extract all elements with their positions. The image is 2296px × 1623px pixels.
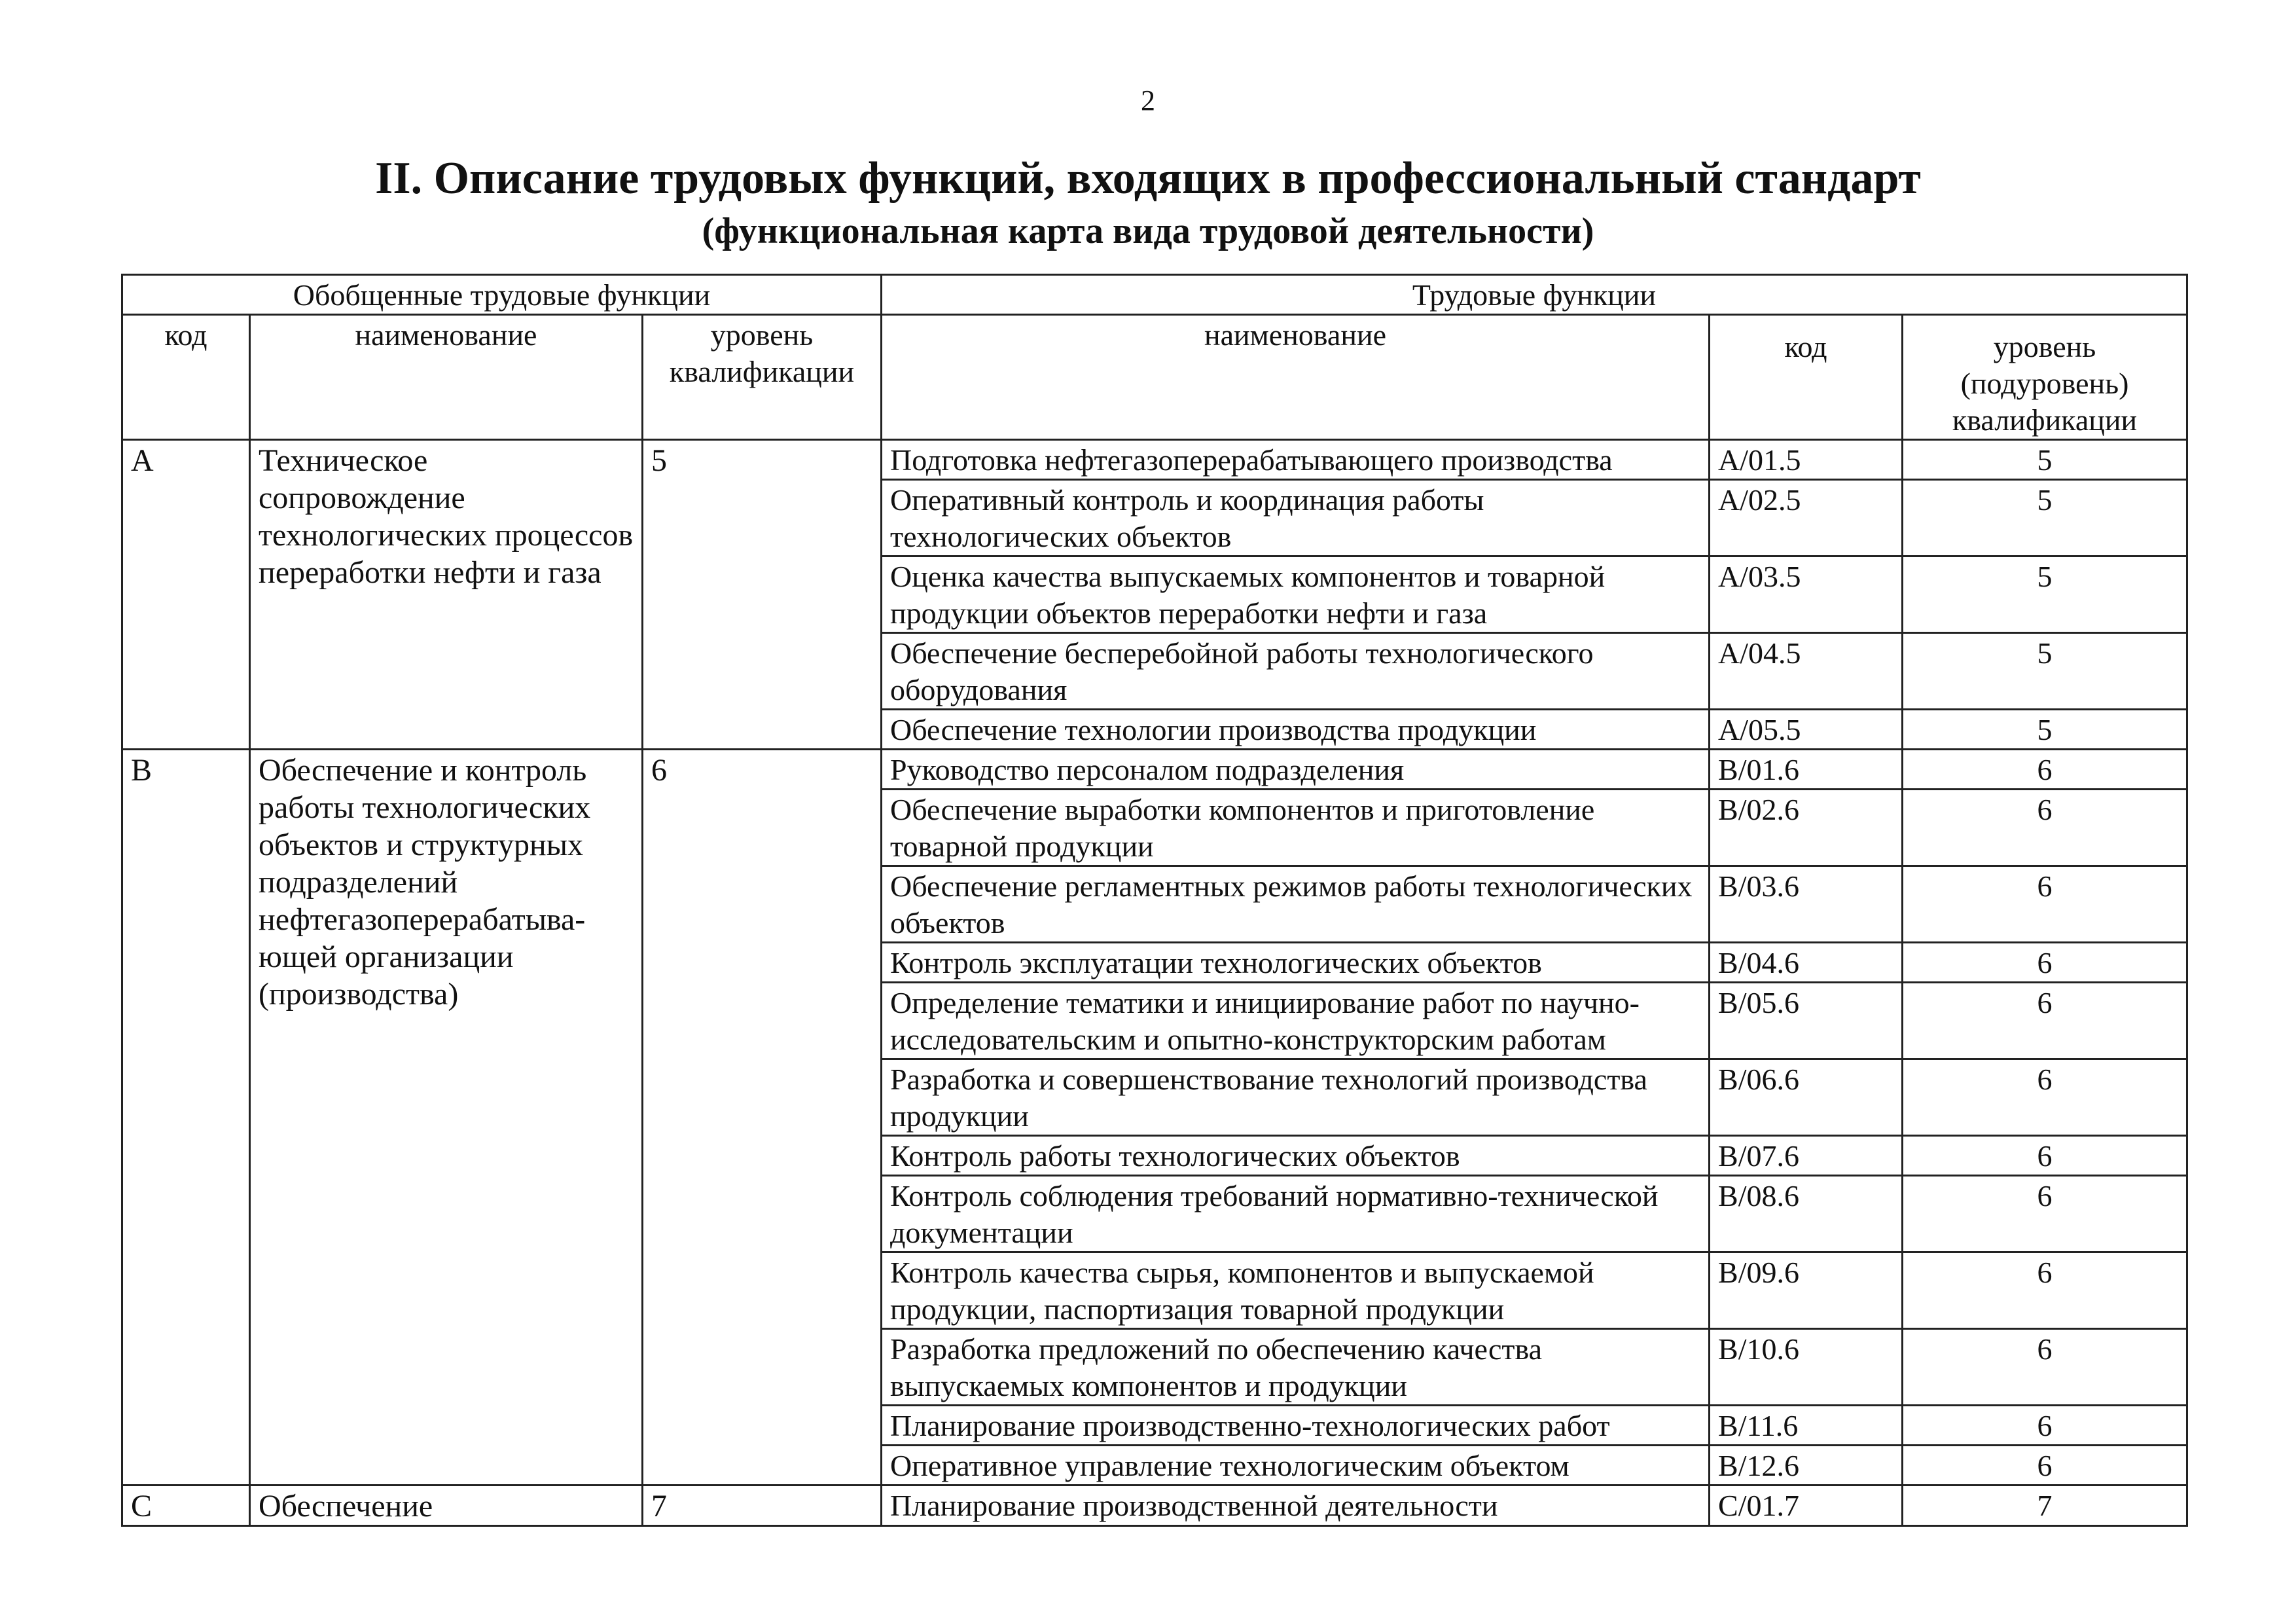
labor-function-code: B/05.6 xyxy=(1710,983,1903,1059)
labor-function-level: 6 xyxy=(1903,1136,2187,1176)
generalized-function-name: Техническое сопровождение технологических процессов переработки нефти и газа xyxy=(250,440,643,750)
generalized-function-level: 5 xyxy=(643,440,882,750)
labor-function-name: Обеспечение выработки компонентов и приготовление товарной продукции xyxy=(882,790,1710,866)
page-number: 2 xyxy=(1141,84,1155,117)
labor-function-code: B/06.6 xyxy=(1710,1059,1903,1136)
tf-code-header: код xyxy=(1710,315,1903,440)
labor-function-level: 6 xyxy=(1903,1059,2187,1136)
labor-function-level: 5 xyxy=(1903,556,2187,633)
generalized-function-code: B xyxy=(122,750,250,1486)
labor-function-level: 6 xyxy=(1903,1252,2187,1329)
labor-function-code: B/09.6 xyxy=(1710,1252,1903,1329)
labor-function-code: A/02.5 xyxy=(1710,480,1903,556)
labor-function-name: Оперативное управление технологическим объектом xyxy=(882,1446,1710,1486)
tf-name-header: наименование xyxy=(882,315,1710,440)
labor-function-name: Подготовка нефтегазоперерабатывающего производства xyxy=(882,440,1710,480)
labor-function-name: Обеспечение регламентных режимов работы технологических объектов xyxy=(882,866,1710,943)
labor-function-code: B/08.6 xyxy=(1710,1176,1903,1252)
labor-function-name: Контроль качества сырья, компонентов и выпускаемой продукции, паспортизация товарной продукции xyxy=(882,1252,1710,1329)
labor-function-code: B/04.6 xyxy=(1710,943,1903,983)
labor-function-name: Планирование производственно-технологических работ xyxy=(882,1406,1710,1446)
labor-function-code: A/01.5 xyxy=(1710,440,1903,480)
labor-function-level: 6 xyxy=(1903,1176,2187,1252)
generalized-function-code: C xyxy=(122,1486,250,1526)
section-subtitle: (функциональная карта вида трудовой деятельности) xyxy=(702,211,1594,251)
functional-map-table xyxy=(121,274,2188,1527)
gen-code-header: код xyxy=(122,315,250,440)
generalized-function-name: Обеспечение xyxy=(250,1486,643,1526)
table-row xyxy=(122,440,2187,480)
labor-function-name: Оценка качества выпускаемых компонентов и товарной продукции объектов переработки нефти и газа xyxy=(882,556,1710,633)
generalized-function-level: 6 xyxy=(643,750,882,1486)
table-row xyxy=(122,750,2187,790)
gen-level-header: уровень квалификации xyxy=(643,315,882,440)
functional-map-body xyxy=(122,440,2187,1526)
tf-level-header: уровень (подуровень) квалификации xyxy=(1903,315,2187,440)
labor-function-level: 6 xyxy=(1903,983,2187,1059)
labor-function-code: A/04.5 xyxy=(1710,633,1903,710)
labor-function-level: 6 xyxy=(1903,790,2187,866)
generalized-functions-header: Обобщенные трудовые функции xyxy=(122,275,882,315)
labor-function-name: Контроль эксплуатации технологических объектов xyxy=(882,943,1710,983)
labor-function-level: 6 xyxy=(1903,750,2187,790)
labor-function-level: 5 xyxy=(1903,480,2187,556)
labor-function-code: B/01.6 xyxy=(1710,750,1903,790)
generalized-function-code: A xyxy=(122,440,250,750)
labor-function-name: Контроль соблюдения требований нормативно-технической документации xyxy=(882,1176,1710,1252)
labor-function-level: 5 xyxy=(1903,440,2187,480)
labor-function-name: Руководство персоналом подразделения xyxy=(882,750,1710,790)
labor-function-name: Обеспечение бесперебойной работы технологического оборудования xyxy=(882,633,1710,710)
labor-function-name: Разработка предложений по обеспечению качества выпускаемых компонентов и продукции xyxy=(882,1329,1710,1406)
section-title: II. Описание трудовых функций, входящих в профессиональный стандарт xyxy=(375,153,1921,204)
labor-function-code: B/12.6 xyxy=(1710,1446,1903,1486)
labor-function-code: B/02.6 xyxy=(1710,790,1903,866)
generalized-function-level: 7 xyxy=(643,1486,882,1526)
labor-function-code: B/11.6 xyxy=(1710,1406,1903,1446)
labor-function-level: 5 xyxy=(1903,633,2187,710)
labor-function-level: 5 xyxy=(1903,710,2187,750)
labor-function-level: 7 xyxy=(1903,1486,2187,1526)
labor-function-code: B/10.6 xyxy=(1710,1329,1903,1406)
labor-function-code: C/01.7 xyxy=(1710,1486,1903,1526)
labor-function-code: B/03.6 xyxy=(1710,866,1903,943)
labor-function-name: Обеспечение технологии производства продукции xyxy=(882,710,1710,750)
labor-function-name: Контроль работы технологических объектов xyxy=(882,1136,1710,1176)
generalized-function-name: Обеспечение и контроль работы технологических объектов и структурных подразделений нефтегазоперерабатыва-ющей организации (производства) xyxy=(250,750,643,1486)
labor-function-name: Разработка и совершенствование технологий производства продукции xyxy=(882,1059,1710,1136)
labor-functions-header: Трудовые функции xyxy=(882,275,2187,315)
labor-function-name: Оперативный контроль и координация работы технологических объектов xyxy=(882,480,1710,556)
labor-function-level: 6 xyxy=(1903,1446,2187,1486)
labor-function-level: 6 xyxy=(1903,866,2187,943)
labor-function-code: B/07.6 xyxy=(1710,1136,1903,1176)
table-row xyxy=(122,1486,2187,1526)
labor-function-level: 6 xyxy=(1903,943,2187,983)
labor-function-level: 6 xyxy=(1903,1329,2187,1406)
labor-function-code: A/03.5 xyxy=(1710,556,1903,633)
labor-function-name: Планирование производственной деятельности xyxy=(882,1486,1710,1526)
labor-function-name: Определение тематики и инициирование работ по научно-исследовательским и опытно-конструкторским работам xyxy=(882,983,1710,1059)
labor-function-level: 6 xyxy=(1903,1406,2187,1446)
gen-name-header: наименование xyxy=(250,315,643,440)
labor-function-code: A/05.5 xyxy=(1710,710,1903,750)
